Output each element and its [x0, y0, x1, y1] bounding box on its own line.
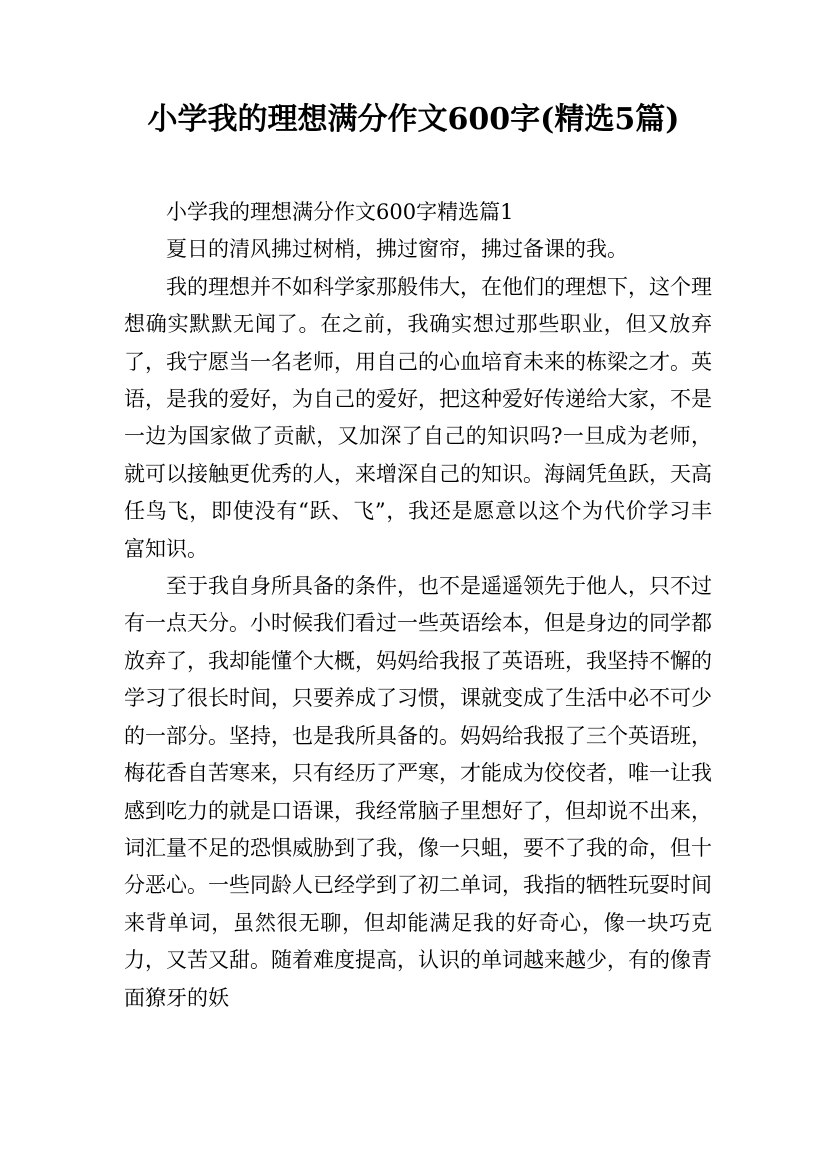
section-heading: 小学我的理想满分作文600字精选篇1: [166, 200, 514, 224]
paragraph: 至于我自身所具备的条件，也不是遥遥领先于他人，只不过有一点天分。小时候我们看过一些英语绘本，但是身边的同学都放弃了，我却能懂个大概，妈妈给我报了英语班，我坚持不懈的学习了很长时间，只要养成了习惯，课就变成了生活中必不可少的一部分。坚持，也是我所具备的。妈妈给我报了三个英语班，梅花香自苦寒来，只有经历了严寒，才能成为佼佼者，唯一让我感到吃力的就是口语课，我经常脑子里想好了，但却说不出来，词汇量不足的恐惧威胁到了我，像一只蛆，要不了我的命，但十分恶心。一些同龄人已经学到了初二单词，我指的牺牲玩耍时间来背单词，虽然很无聊，但却能满足我的好奇心，像一块巧克力，又苦又甜。随着难度提高，认识的单词越来越少，有的像青面獠牙的妖: [124, 574, 712, 1010]
paragraph: 我的理想并不如科学家那般伟大，在他们的理想下，这个理想确实默默无闻了。在之前，我确实想过那些职业，但又放弃了，我宁愿当一名老师，用自己的心血培育未来的栋梁之才。英语，是我的爱好，为自己的爱好，把这种爱好传递给大家，不是一边为国家做了贡献，又加深了自己的知识吗?一旦成为老师，就可以接触更优秀的人，来增深自己的知识。海阔凭鱼跃，天高任鸟飞，即使没有“跃、飞”，我还是愿意以这个为代价学习丰富知识。: [124, 274, 712, 561]
paragraph: 夏日的清风拂过树梢，拂过窗帘，拂过备课的我。: [166, 237, 628, 262]
document-body: [124, 194, 712, 1017]
document-title: 小学我的理想满分作文600字(精选5篇): [147, 102, 680, 137]
